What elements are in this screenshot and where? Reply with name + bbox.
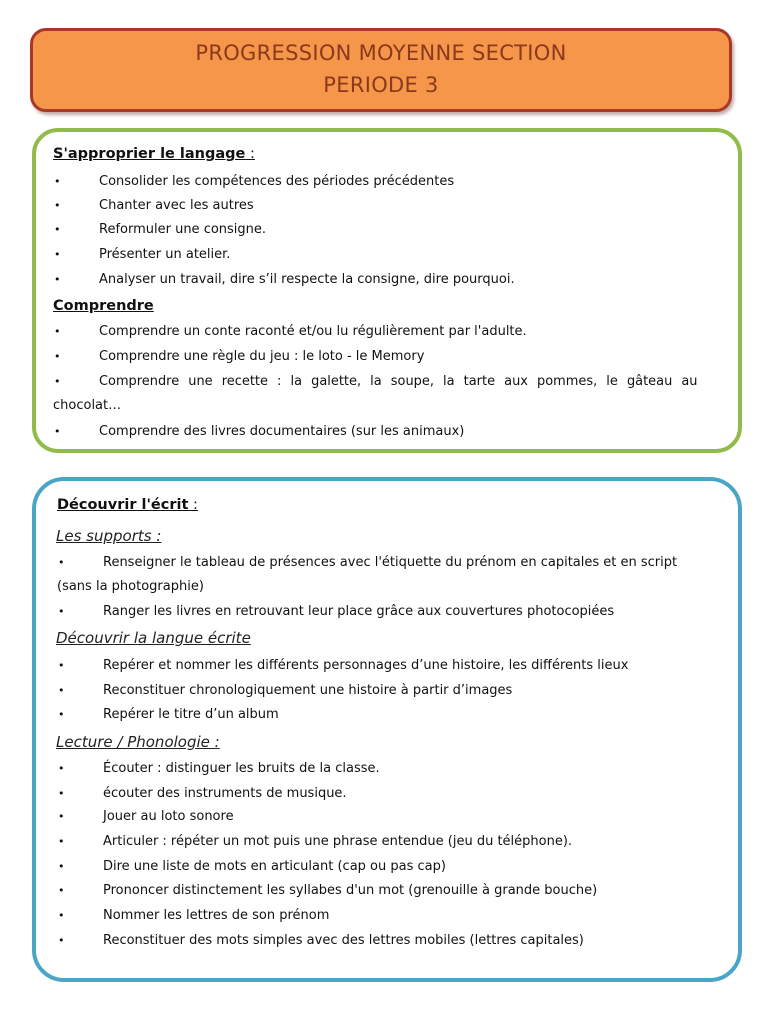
list-item: Comprendre un conte raconté et/ou lu régulièrement par l'adulte.: [99, 324, 527, 339]
list-item-continued: chocolat…: [53, 398, 122, 413]
list-item: Nommer les lettres de son prénom: [103, 908, 330, 923]
supports-heading: Les supports :: [56, 527, 162, 545]
bullet-icon: •: [58, 810, 65, 823]
bullet-icon: •: [58, 684, 65, 697]
list-item: Consolider les compétences des périodes précédentes: [99, 174, 455, 189]
bullet-icon: •: [54, 175, 61, 188]
list-item: Ranger les livres en retrouvant leur place grâce aux couvertures photocopiées: [103, 604, 615, 619]
list-item: Écouter : distinguer les bruits de la classe.: [103, 761, 380, 776]
list-item: Comprendre des livres documentaires (sur les animaux): [99, 424, 465, 439]
list-item-continued: (sans la photographie): [57, 579, 204, 594]
langue-ecrite-heading: Découvrir la langue écrite: [56, 629, 251, 647]
title-line-1: PROGRESSION MOYENNE SECTION: [195, 41, 567, 65]
bullet-icon: •: [54, 325, 61, 338]
list-item: Prononcer distinctement les syllabes d'un mot (grenouille à grande bouche): [103, 883, 598, 898]
bullet-icon: •: [54, 273, 61, 286]
list-item: Dire une liste de mots en articulant (cap ou pas cap): [103, 859, 446, 874]
title-line-2: PERIODE 3: [323, 73, 439, 97]
bullet-icon: •: [58, 909, 65, 922]
lecture-phonologie-heading: Lecture / Phonologie :: [56, 733, 220, 751]
list-item: Jouer au loto sonore: [103, 809, 234, 824]
bullet-icon: •: [54, 199, 61, 212]
list-item: Reconstituer chronologiquement une histoire à partir d’images: [103, 683, 513, 698]
bullet-icon: •: [58, 762, 65, 775]
bullet-icon: •: [58, 934, 65, 947]
bullet-icon: •: [58, 708, 65, 721]
bullet-icon: •: [58, 884, 65, 897]
list-item: Repérer le titre d’un album: [103, 707, 279, 722]
bullet-icon: •: [54, 248, 61, 261]
list-item: Renseigner le tableau de présences avec l'étiquette du prénom en capitales et en script: [103, 555, 678, 570]
bullet-icon: •: [54, 223, 61, 236]
list-item: écouter des instruments de musique.: [103, 786, 347, 801]
list-item: Repérer et nommer les différents personnages d’une histoire, les différents lieux: [103, 658, 629, 673]
list-item: Analyser un travail, dire s’il respecte la consigne, dire pourquoi.: [99, 272, 515, 287]
list-item: Chanter avec les autres: [99, 198, 254, 213]
langage-heading: S'approprier le langage :: [53, 146, 255, 162]
bullet-icon: •: [58, 556, 65, 569]
list-item: Reformuler une consigne.: [99, 222, 267, 237]
bullet-icon: •: [58, 605, 65, 618]
list-item: Reconstituer des mots simples avec des lettres mobiles (lettres capitales): [103, 933, 584, 948]
bullet-icon: •: [54, 425, 61, 438]
comprendre-heading: Comprendre: [53, 298, 154, 314]
ecrit-panel: [32, 477, 742, 982]
list-item: Articuler : répéter un mot puis une phrase entendue (jeu du téléphone).: [103, 834, 573, 849]
list-item: Comprendre une recette : la galette, la soupe, la tarte aux pommes, le gâteau au: [99, 374, 698, 389]
bullet-icon: •: [54, 375, 61, 388]
list-item: Comprendre une règle du jeu : le loto - le Memory: [99, 349, 425, 364]
bullet-icon: •: [58, 860, 65, 873]
bullet-icon: •: [54, 350, 61, 363]
bullet-icon: •: [58, 787, 65, 800]
ecrit-heading: Découvrir l'écrit :: [57, 497, 198, 513]
bullet-icon: •: [58, 659, 65, 672]
bullet-icon: •: [58, 835, 65, 848]
title-banner: [30, 28, 732, 112]
list-item: Présenter un atelier.: [99, 247, 231, 262]
